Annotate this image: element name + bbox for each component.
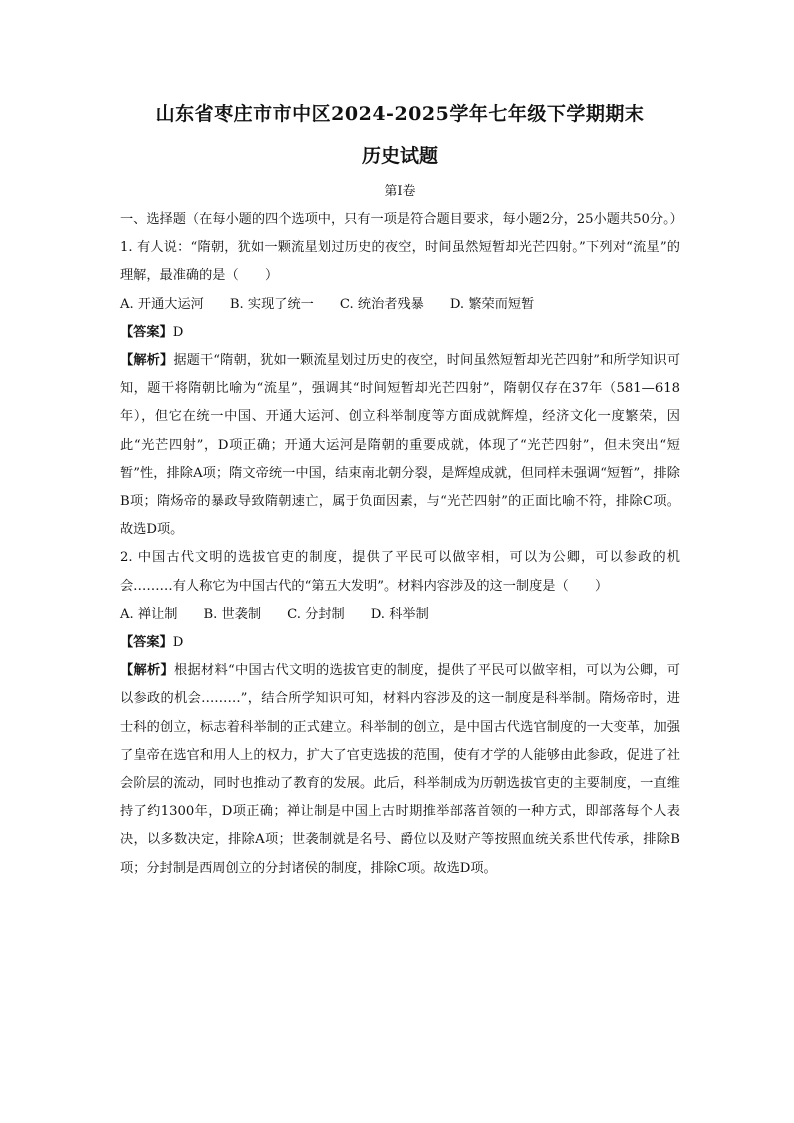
instructions: 一、选择题（在每小题的四个选项中，只有一项是符合题目要求，每小题2分，25小题共50分。） [120, 212, 683, 227]
question-1-stem: 1. 有人说：“隋朝，犹如一颗流星划过历史的夜空，时间虽然短暂却光芒四射。”下列对“流星”的理解，最准确的是（ ） [120, 240, 680, 284]
document-page [120, 100, 683, 883]
question-2-stem: 2. 中国古代文明的选拔官吏的制度，提供了平民可以做宰相，可以为公卿，可以参政的机会………有人称它为中国古代的“第五大发明”。材料内容涉及的这一制度是（ ） [120, 550, 680, 594]
question-1-option-c: C. 统治者残暴 [339, 296, 424, 312]
analysis-label: 【解析】 [120, 353, 174, 369]
question-1-option-d: D. 繁荣而短暂 [449, 296, 535, 312]
section-label: 第I卷 [384, 184, 416, 199]
document-subtitle: 历史试题 [361, 145, 438, 167]
document-title: 山东省枣庄市市中区2024-2025学年七年级下学期期末 [155, 103, 645, 125]
question-1-options [120, 291, 680, 319]
question-1-answer [120, 319, 680, 347]
answer-value: D [172, 635, 184, 651]
answer-label: 【答案】 [120, 324, 173, 340]
answer-value: D [172, 324, 184, 340]
question-2-option-b: B. 世袭制 [203, 606, 262, 622]
question-2-analysis [120, 657, 680, 883]
analysis-text: 根据材料“中国古代文明的选拔官吏的制度，提供了平民可以做宰相，可以为公卿，可以参政的机会………”，结合所学知识可知，材料内容涉及的这一制度是科举制。隋炀帝时，进士科的创立，标志着科举制的正式建立。科举制的创立，是中国古代选官制度的一大变革，加强了皇帝在选官和用人上的权力，扩大了官吏选拔的范围，使有才学的人能够由此参政，促进了社会阶层的流动，同时也推动了教育的发展。此后，科举制成为历朝选拔官吏的主要制度，一直维持了约1300年，D项正确；禅让制是中国上古时期推举部落首领的一种方式，即部落每个人表决，以多数决定，排除A项；世袭制就是名号、爵位以及财产等按照血统关系世代传承，排除B项；分封制是西周创立的分封诸侯的制度，排除C项。故选D项。 [120, 663, 680, 876]
question-2-option-c: C. 分封制 [287, 606, 345, 622]
question-2-option-d: D. 科举制 [370, 606, 429, 622]
question-1-option-b: B. 实现了统一 [229, 296, 314, 312]
answer-label: 【答案】 [120, 635, 173, 651]
question-2-options [120, 601, 680, 629]
question-2-option-a: A. 禅让制 [120, 606, 178, 622]
question-1-option-a: A. 开通大运河 [120, 296, 204, 312]
question-2-answer [120, 629, 680, 657]
analysis-text: 据题干“隋朝，犹如一颗流星划过历史的夜空，时间虽然短暂却光芒四射”和所学知识可知，题干将隋朝比喻为“流星”，强调其“时间短暂却光芒四射”，隋朝仅存在37年（581—618年），但它在统一中国、开通大运河、创立科举制度等方面成就辉煌，经济文化一度繁荣，因此“光芒四射”，D项正确；开通大运河是隋朝的重要成就，体现了“光芒四射”，但未突出“短暂”性，排除A项；隋文帝统一中国，结束南北朝分裂，是辉煌成就，但同样未强调“短暂”，排除B项；隋炀帝的暴政导致隋朝速亡，属于负面因素，与“光芒四射”的正面比喻不符，排除C项。故选D项。 [120, 353, 681, 538]
question-1-analysis [120, 347, 680, 544]
analysis-label: 【解析】 [120, 663, 174, 679]
